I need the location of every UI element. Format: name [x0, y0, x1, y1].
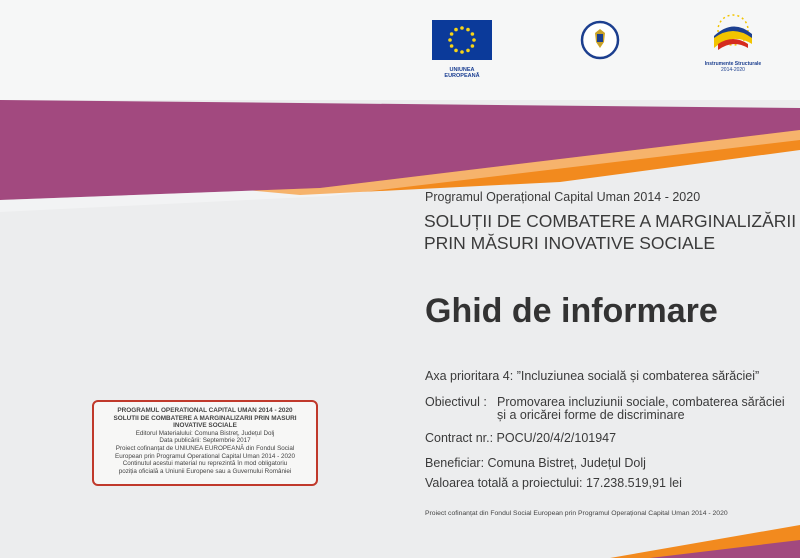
info-box-line: SOLUTII DE COMBATERE A MARGINALIZARII PRIN MASURI — [113, 414, 297, 422]
total-value: Valoarea totală a proiectului: 17.238.519,91 lei — [425, 476, 682, 490]
info-box — [92, 400, 318, 486]
project-title-line2: PRIN MĂSURI INOVATIVE SOCIALE — [424, 233, 716, 253]
structural-caption-2: 2014-2020 — [721, 67, 745, 73]
info-box-line: PROGRAMUL OPERATIONAL CAPITAL UMAN 2014 - 2020 — [117, 407, 293, 414]
info-box-line: Continutul acestui material nu reprezintă în mod obligatoriu — [122, 460, 288, 468]
contract-number: Contract nr.: POCU/20/4/2/101947 — [425, 431, 617, 445]
objective-label: Obiectivul : — [425, 395, 487, 409]
objective-line2: și a oricărei forme de discriminare — [497, 408, 685, 422]
info-box-line: Proiect cofinanțat de UNIUNEA EUROPEANĂ din Fondul Social — [115, 444, 295, 452]
priority-axis: Axa prioritara 4: ”Incluziunea socială și combaterea sărăciei” — [425, 369, 760, 383]
info-box-line: poziția oficială a Uniunii Europene sau a Guvernului României — [118, 467, 292, 475]
footer-note: Proiect cofinanțat din Fondul Social European prin Programul Operațional Capital Uman 2014 - 2020 — [425, 510, 728, 517]
info-box-line: European prin Programul Operational Capital Uman 2014 - 2020 — [115, 452, 295, 460]
info-box-line: Data publicării: Septembrie 2017 — [159, 437, 251, 445]
info-box-line: Editorul Materialului: Comuna Bistreț, Județul Dolj — [135, 429, 275, 437]
project-title-line1: SOLUȚII DE COMBATERE A MARGINALIZĂRII — [424, 211, 797, 231]
romania-crest-icon — [580, 20, 620, 60]
eu-caption: UNIUNEA EUROPEANĂ — [444, 67, 480, 79]
structural-instruments-logo — [700, 8, 766, 73]
structural-caption-1: Instrumente Structurale — [704, 61, 762, 67]
info-box-line: INOVATIVE SOCIALE — [173, 422, 237, 430]
program-subtitle: Programul Operațional Capital Uman 2014 - 2020 — [425, 190, 701, 204]
objective-line1: Promovarea incluziunii sociale, combaterea sărăciei — [497, 395, 785, 409]
eu-flag-icon — [432, 20, 492, 60]
eu-logo — [432, 20, 492, 79]
page-title: Ghid de informare — [425, 292, 718, 330]
structural-instruments-icon — [700, 8, 766, 56]
beneficiary: Beneficiar: Comuna Bistreț, Județul Dolj — [425, 456, 646, 470]
government-logo — [580, 20, 620, 60]
